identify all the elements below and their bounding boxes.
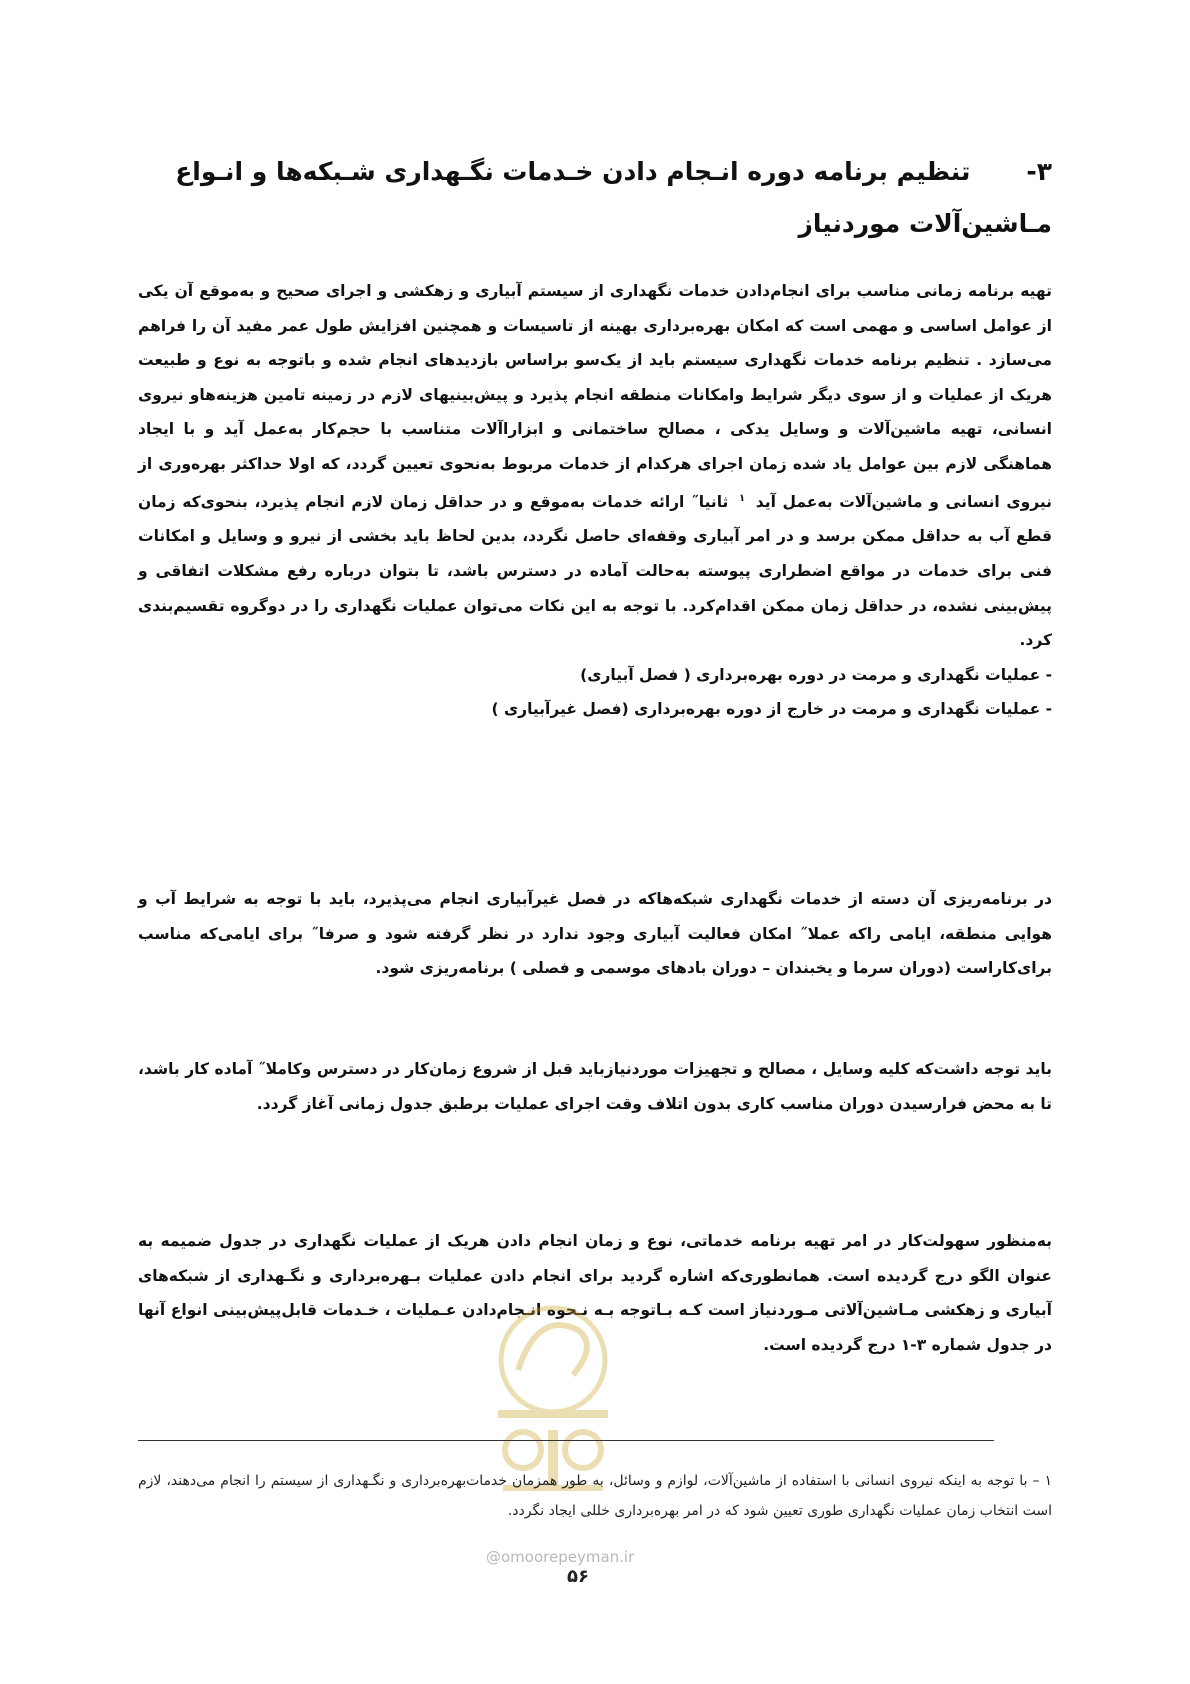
- section-heading: [132, 146, 1052, 250]
- footnote-text: ۱ – با توجه به اینکه نیروی انسانی با استفاده از ماشین‌آلات، لوازم و وسائل، به طور همزمان خدمات‌بهره‌برداری و نگـهداری از سیستم را انجام می‌دهند، لازم است انتخاب زمان عملیات نگهداری طوری تعیین شود که در امر بهره‌برداری خللی ایجاد نگردد.: [138, 1473, 1052, 1519]
- paragraph-2-text: در برنامه‌ریزی آن دسته از خدمات نگهداری شبکه‌هاکه در فصل غیرآبیاری انجام می‌پذیرد، باید با توجه به شرایط آب و هوایی منطقه، ایامی راکه عملا˝ امکان فعالیت آبیاری وجود ندارد در نظر گرفته شود و صرفا˝ برای ایامی‌که مناسب برای‌کاراست (دوران سرما و یخبندان – دوران بادهای موسمی و فصلی ) برنامه‌ریزی شود.: [138, 890, 1052, 978]
- paragraph-1-text: تهیه برنامه زمانی مناسب برای انجام‌دادن خدمات نگهداری از سیستم آبیاری و زهکشی و اجرای صحیح و به‌موقع آن یکی از عوامل اساسی و مهمی است که امکان بهره‌برداری بهینه از تاسیسات و همچنین افزایش طول عمر مفید آن را فراهم می‌سازد . تنظیم برنامه خدمات نگهداری سیستم باید از یک‌سو براساس بازدیدهای انجام شده و باتوجه به نوع و طبیعت هریک از عملیات و از سوی دیگر شرایط وامکانات منطقه انجام پذیرد و پیش‌بینیهای لازم در زمینه تامین هزینه‌هاو نیروی انسانی، تهیه ماشین‌آلات و وسایل یدکی ، مصالح ساختمانی و ابزاراآلات متناسب با حجم‌کار به‌عمل آید و با ایجاد هماهنگی لازم بین عوامل یاد شده زمان اجرای هرکدام از خدمات مربوط به‌نحوی تعیین گردد، که اولا حداکثر بهره‌وری از نیروی انسانی و ماشین‌آلات به‌عمل آید: [138, 282, 1052, 511]
- section-number: ۳-: [1026, 157, 1052, 186]
- paragraph-1-text-continued: ثانیا˝ ارائه خدمات به‌موقع و در حداقل زمان لازم انجام پذیرد، بنحوی‌که زمان قطع آب به حداقل ممکن برسد و در امر آبیاری وقفه‌ای حاصل نگردد، بدین لحاظ باید بخشی از نیرو و وسایل و امکانات فنی برای خدمات در مواقع اضطراری پیوسته به‌حالت آماده در دسترس باشد، تا بتوان درباره رفع مشکلات اتفاقی و پیش‌بینی نشده، در حداقل زمان ممکن اقدام‌کرد. با توجه به این نکات می‌توان عملیات نگهداری را در دوگروه تقسیم‌بندی کرد.: [138, 492, 1052, 650]
- watermark-url: @omoorepeyman.ir: [486, 1548, 635, 1566]
- paragraph-1: [138, 274, 1052, 727]
- paragraph-3: [138, 1052, 1052, 1121]
- paragraph-2: [138, 882, 1052, 986]
- footnote: [138, 1466, 1052, 1526]
- footnote-reference: ۱: [739, 492, 746, 504]
- list-item-non-irrigation-season: - عملیات نگهداری و مرمت در خارج از دوره بهره‌برداری (فصل غیرآبیاری ): [491, 700, 1052, 719]
- page-number: ۵۶: [567, 1566, 589, 1587]
- footnote-divider: [138, 1440, 994, 1441]
- paragraph-3-text: باید توجه داشت‌که کلیه وسایل ، مصالح و تجهیزات موردنیازباید قبل از شروع زمان‌کار در دسترس وکاملا˝ آماده کار باشد، تا به محض فرارسیدن دوران مناسب کاری بدون اتلاف وقت اجرای عملیات برطبق جدول زمانی آغاز گردد.: [138, 1060, 1052, 1113]
- paragraph-4-text: به‌منظور سهولت‌کار در امر تهیه برنامه خدماتی، نوع و زمان انجام دادن هریک از عملیات نگهداری در جدول ضمیمه به عنوان الگو درج گردیده است. همانطوری‌که اشاره گردید برای انجام دادن عملیات بـهره‌برداری و نگـهداری از شبکه‌های آبیاری و زهکشی مـاشین‌آلاتی مـوردنیاز است کـه بـاتوجه بـه نـحوه انـجام‌دادن عـملیات ، خـدمات قابل‌پیش‌بینی انواع آنها در جدول شماره ۳-۱ درج گردیده است.: [138, 1232, 1052, 1354]
- list-item-irrigation-season: - عملیات نگهداری و مرمت در دوره بهره‌برداری ( فصل آبیاری): [580, 665, 1052, 684]
- section-title: تنظیم برنامه دوره انـجام دادن خـدمات نگـهداری شـبکه‌ها و انـواع مـاشین‌آلات موردنیاز: [175, 157, 1052, 238]
